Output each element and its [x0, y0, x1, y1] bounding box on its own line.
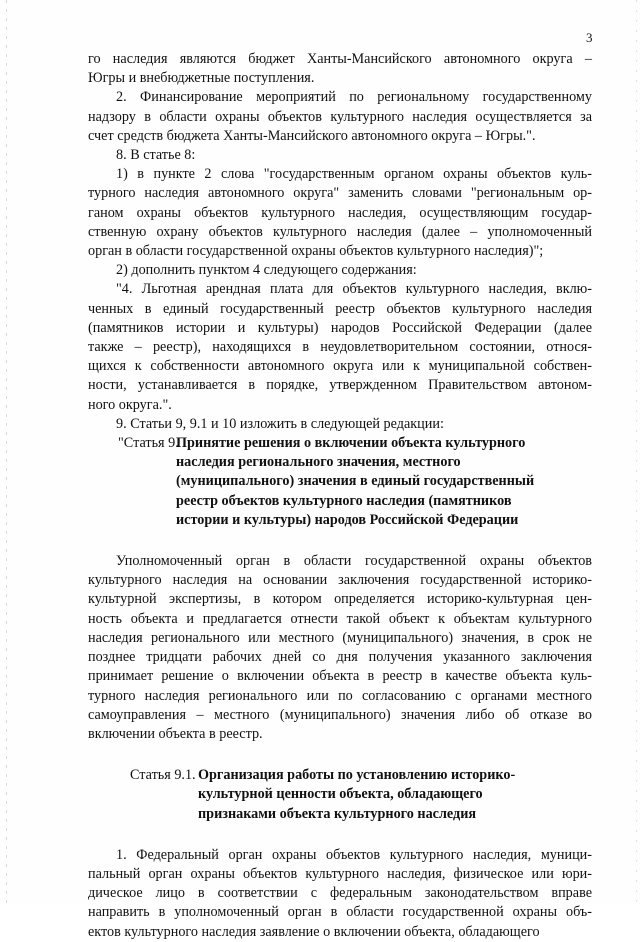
text-line: ственную охрану объектов культурного наследия (далее – уполномоченный: [88, 223, 592, 240]
heading-line: истории и культуры) народов Российской Федерации: [176, 511, 519, 528]
text-line: ность объекта и предлагается отнести такой объект к объектам культурного: [88, 610, 592, 627]
scan-edge-left: [6, 0, 7, 905]
paragraph: [88, 261, 592, 280]
article-9-1-heading: [88, 766, 592, 824]
text-line: 2) дополнить пунктом 4 следующего содержания:: [116, 262, 417, 279]
paragraph: [88, 280, 592, 414]
text-line: щихся к собственности автономного округа или к муниципальной собствен-: [88, 358, 592, 375]
article-9-heading: [88, 434, 592, 530]
text-line: культурной экспертизы, в котором определяется историко-культурная цен-: [88, 591, 592, 608]
text-line: Уполномоченный орган в области государственной охраны объектов: [116, 553, 592, 570]
text-line: наследия регионального или местного (муниципального) значения, в срок не: [88, 629, 592, 646]
text-line: 1) в пункте 2 слова "государственным органом охраны объектов куль-: [116, 166, 592, 183]
heading-line: Принятие решения о включении объекта культурного: [176, 435, 526, 452]
heading-line: реестр объектов культурного наследия (памятников: [176, 492, 512, 509]
text-line: го наследия являются бюджет Ханты-Мансийского автономного округа –: [88, 51, 592, 67]
text-line: (памятников истории и культуры) народов Российской Федерации (далее: [88, 319, 592, 336]
paragraph: [88, 50, 592, 88]
text-line: 9. Статьи 9, 9.1 и 10 изложить в следующей редакции:: [116, 415, 444, 432]
text-line: ганом охраны объектов культурного наследия, осуществляющим государ-: [88, 204, 592, 221]
paragraph: [88, 88, 592, 146]
text-line: включении объекта в реестр.: [88, 725, 263, 742]
text-line: ного округа.".: [88, 396, 172, 413]
heading-line: признаками объекта культурного наследия: [198, 805, 477, 822]
article-9-1-prefix: Статья 9.1.: [130, 767, 196, 784]
text-line: пальный орган охраны объектов культурного наследия, физическое или юри-: [88, 865, 592, 882]
text-line: направить в уполномоченный орган в области государственной охраны объ-: [88, 904, 592, 921]
text-line: "4. Льготная арендная плата для объектов культурного наследия, вклю-: [116, 281, 592, 298]
text-line: 2. Финансирование мероприятий по региональному государственному: [116, 89, 592, 106]
text-line: турного наследия автономного округа" заменить словами "региональным ор-: [88, 185, 592, 202]
article-9-text: [88, 552, 592, 744]
text-line: орган в области государственной охраны объектов культурного наследия)";: [88, 243, 544, 260]
heading-line: (муниципального) значения в единый государственный: [176, 473, 535, 490]
text-line: Югры и внебюджетные поступления.: [88, 70, 315, 87]
document-body: [88, 50, 592, 942]
text-line: 1. Федеральный орган охраны объектов культурного наследия, муници-: [116, 846, 592, 863]
paragraph: [88, 165, 592, 261]
heading-line: наследия регионального значения, местного: [176, 454, 461, 471]
article-9-1-title: [198, 766, 592, 824]
text-line: ченных в единый государственный реестр объектов культурного наследия: [88, 300, 592, 317]
heading-line: Организация работы по установлению историко-: [198, 767, 516, 784]
text-line: турного наследия регионального или по согласованию с органами местного: [88, 687, 592, 704]
text-line: культурного наследия на основании заключения государственной историко-: [88, 572, 592, 589]
article-9-prefix: "Статья 9.: [118, 435, 179, 452]
text-line: также – реестр), находящихся в неудовлетворительном состоянии, относя-: [88, 339, 592, 356]
article-9-1-text: [88, 846, 592, 942]
text-line: самоуправления – местного (муниципального) значения либо об отказе во: [88, 706, 592, 723]
text-line: дическое лицо в соответствии с федеральным законодательством вправе: [88, 885, 592, 902]
text-line: счет средств бюджета Ханты-Мансийского автономного округа – Югры.".: [88, 127, 536, 144]
text-line: ектов культурного наследия заявление о включении объекта, обладающего: [88, 923, 540, 940]
text-line: ности, устанавливается в порядке, утвержденном Правительством автоном-: [88, 377, 592, 394]
article-9-title: [176, 434, 592, 530]
scan-edge-right: [636, 0, 637, 905]
page-number: 3: [586, 30, 593, 45]
paragraph: [88, 415, 592, 434]
text-line: 8. В статье 8:: [116, 147, 196, 164]
text-line: принимает решение о включении объекта в реестр в качестве объекта куль-: [88, 668, 592, 685]
heading-line: культурной ценности объекта, обладающего: [198, 786, 483, 803]
amendment-paragraphs: [88, 50, 592, 434]
text-line: надзору в области охраны объектов культурного наследия осуществляется за: [88, 108, 592, 125]
text-line: позднее тридцати рабочих дней со дня получения указанного заключения: [88, 649, 592, 666]
paragraph: [88, 146, 592, 165]
